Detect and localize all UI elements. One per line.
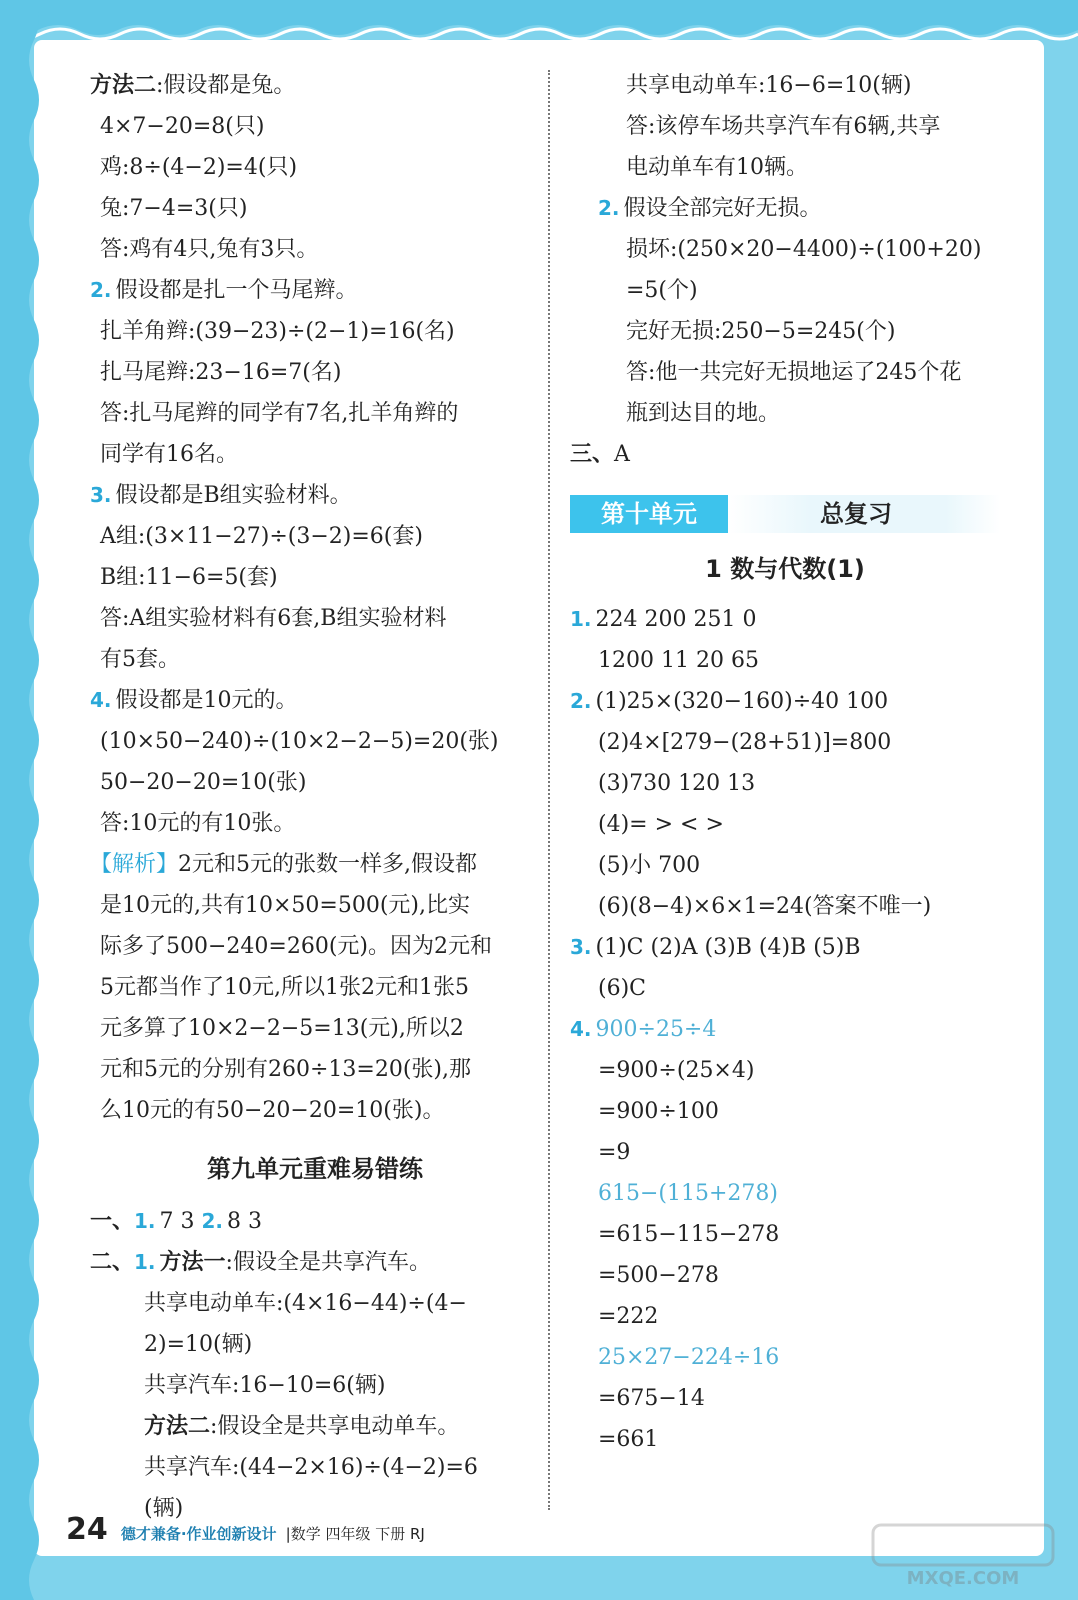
answer-line bbox=[570, 968, 1030, 1009]
answer-line bbox=[570, 65, 1030, 106]
answer-line bbox=[570, 1296, 1030, 1337]
answer-line bbox=[90, 393, 540, 434]
answer-text: 7 3 bbox=[159, 1209, 202, 1234]
left-answer-lines-2 bbox=[90, 1201, 540, 1529]
unit-name: 总复习 bbox=[820, 500, 892, 528]
answer-text: =5(个) bbox=[626, 278, 698, 303]
answer-text: (1)25×(320−160)÷40 100 bbox=[595, 689, 889, 714]
answer-line bbox=[570, 270, 1030, 311]
unit-header bbox=[570, 491, 1030, 537]
answer-text: :假设全是共享汽车。 bbox=[225, 1250, 431, 1275]
answer-line bbox=[570, 1419, 1030, 1460]
answer-text: (10×50−240)÷(10×2−2−5)=20(张) bbox=[100, 729, 499, 754]
answer-line bbox=[570, 229, 1030, 270]
answer-text: :假设都是兔。 bbox=[156, 73, 296, 98]
answer-text: 答:10元的有10张。 bbox=[100, 811, 296, 836]
answer-line bbox=[570, 1337, 1030, 1378]
answer-text: 共享汽车:16−10=6(辆) bbox=[144, 1373, 386, 1398]
answer-text: 共享电动单车:16−6=10(辆) bbox=[626, 73, 912, 98]
answer-line bbox=[90, 106, 540, 147]
left-answer-lines bbox=[90, 65, 540, 1131]
answer-line bbox=[570, 1050, 1030, 1091]
answer-line bbox=[570, 1132, 1030, 1173]
right-column bbox=[570, 65, 1030, 1460]
question-number: 2. bbox=[90, 278, 112, 302]
answer-line bbox=[90, 1283, 540, 1324]
answer-line bbox=[570, 763, 1030, 804]
answer-line bbox=[90, 926, 540, 967]
answer-text: 答:扎马尾辫的同学有7名,扎羊角辫的 bbox=[100, 401, 459, 426]
answer-text: 元和5元的分别有260÷13=20(张),那 bbox=[100, 1057, 472, 1082]
answer-text: 答:他一共完好无损地运了245个花 bbox=[626, 360, 962, 385]
answer-text: =675−14 bbox=[598, 1386, 705, 1411]
method-label: 三、 bbox=[570, 442, 615, 467]
answer-text: 5元都当作了10元,所以1张2元和1张5 bbox=[100, 975, 469, 1000]
answer-line bbox=[570, 886, 1030, 927]
answer-text: (6)C bbox=[598, 976, 646, 1001]
answer-line bbox=[90, 229, 540, 270]
answer-text: 224 200 251 0 bbox=[595, 607, 757, 632]
answer-text: 2元和5元的张数一样多,假设都 bbox=[178, 852, 478, 877]
answer-line bbox=[90, 1324, 540, 1365]
answer-line bbox=[90, 1008, 540, 1049]
answer-line bbox=[90, 967, 540, 1008]
answer-line bbox=[570, 106, 1030, 147]
answer-text: 假设全部完好无损。 bbox=[623, 196, 822, 221]
answer-line bbox=[90, 557, 540, 598]
answer-text: 25×27−224÷16 bbox=[598, 1345, 780, 1370]
answer-text: 答:鸡有4只,兔有3只。 bbox=[100, 237, 319, 262]
answer-text: 2)=10(辆) bbox=[144, 1332, 253, 1357]
answer-line bbox=[90, 844, 540, 885]
answer-text: 际多了500−240=260(元)。因为2元和 bbox=[100, 934, 493, 959]
answer-text: =9 bbox=[598, 1140, 631, 1165]
answer-text: =500−278 bbox=[598, 1263, 719, 1288]
answer-text: 同学有16名。 bbox=[100, 442, 238, 467]
question-number: 3. bbox=[90, 483, 112, 507]
question-number: 2. bbox=[598, 196, 620, 220]
answer-line bbox=[90, 1049, 540, 1090]
answer-line bbox=[570, 434, 1030, 475]
answer-line bbox=[90, 1242, 540, 1283]
answer-text: 假设都是B组实验材料。 bbox=[115, 483, 352, 508]
right-answer-lines bbox=[570, 65, 1030, 475]
unit-badge: 第十单元 bbox=[570, 495, 728, 533]
sub-title: 1 数与代数(1) bbox=[705, 555, 865, 583]
answer-line bbox=[90, 1406, 540, 1447]
answer-line bbox=[90, 639, 540, 680]
question-number: 1. bbox=[570, 607, 592, 631]
answer-line bbox=[570, 804, 1030, 845]
answer-line bbox=[570, 1091, 1030, 1132]
question-number: 2. bbox=[201, 1209, 224, 1233]
answer-text: 1200 11 20 65 bbox=[598, 648, 759, 673]
answer-text: (4)= > < > bbox=[598, 812, 724, 837]
method-label: 方法二 bbox=[90, 73, 157, 98]
answer-text: 是10元的,共有10×50=500(元),比实 bbox=[100, 893, 470, 918]
answer-line bbox=[90, 1090, 540, 1131]
answer-line bbox=[570, 147, 1030, 188]
answer-line bbox=[90, 270, 540, 311]
footer-brand: 德才兼备·作业创新设计 bbox=[120, 1525, 277, 1543]
answer-text: B组:11−6=5(套) bbox=[100, 565, 278, 590]
answer-text: A bbox=[614, 442, 630, 467]
answer-line bbox=[570, 352, 1030, 393]
answer-text: (2)4×[279−(28+51)]=800 bbox=[598, 730, 892, 755]
answer-text: (3)730 120 13 bbox=[598, 771, 756, 796]
answer-text: 8 3 bbox=[227, 1209, 263, 1234]
answer-line bbox=[570, 1214, 1030, 1255]
answer-line bbox=[570, 1009, 1030, 1050]
answer-text: 答:该停车场共享汽车有6辆,共享 bbox=[626, 114, 941, 139]
answer-text: 鸡:8÷(4−2)=4(只) bbox=[100, 155, 298, 180]
answer-text: 么10元的有50−20−20=10(张)。 bbox=[100, 1098, 445, 1123]
analysis-label: 【解析】 bbox=[90, 852, 179, 877]
answer-line bbox=[90, 311, 540, 352]
answer-text: =900÷100 bbox=[598, 1099, 719, 1124]
answer-text: 有5套。 bbox=[100, 647, 180, 672]
answer-line bbox=[570, 311, 1030, 352]
answer-text: =615−115−278 bbox=[598, 1222, 780, 1247]
method-label: 方法二 bbox=[144, 1414, 211, 1439]
answer-line bbox=[570, 188, 1030, 229]
answer-text: 4×7−20=8(只) bbox=[100, 114, 265, 139]
answer-line bbox=[570, 927, 1030, 968]
answer-line bbox=[90, 147, 540, 188]
answer-line bbox=[90, 721, 540, 762]
answer-text: 假设都是扎一个马尾辫。 bbox=[115, 278, 358, 303]
answer-text: 615−(115+278) bbox=[598, 1181, 779, 1206]
answer-line bbox=[90, 1447, 540, 1488]
section-title: 第九单元重难易错练 bbox=[207, 1155, 423, 1183]
answer-text: 兔:7−4=3(只) bbox=[100, 196, 248, 221]
left-wave-border bbox=[0, 0, 44, 1600]
answer-text: 假设都是10元的。 bbox=[115, 688, 298, 713]
left-column bbox=[90, 65, 540, 1529]
question-number: 4. bbox=[90, 688, 112, 712]
answer-line bbox=[570, 1378, 1030, 1419]
page-number: 24 bbox=[66, 1512, 108, 1547]
question-number: 3. bbox=[570, 935, 592, 959]
answer-text: =900÷(25×4) bbox=[598, 1058, 755, 1083]
answer-line bbox=[90, 680, 540, 721]
answer-line bbox=[570, 1255, 1030, 1296]
answer-line bbox=[90, 1365, 540, 1406]
answer-text: (辆) bbox=[144, 1496, 184, 1521]
answer-line bbox=[90, 65, 540, 106]
page-footer bbox=[66, 1510, 425, 1550]
answer-text: 瓶到达目的地。 bbox=[626, 401, 781, 426]
answer-text: 完好无损:250−5=245(个) bbox=[626, 319, 896, 344]
answer-line bbox=[570, 681, 1030, 722]
answer-line bbox=[90, 188, 540, 229]
footer-subject: |数学 四年级 下册 RJ bbox=[285, 1525, 425, 1543]
answer-text: 共享电动单车:(4×16−44)÷(4− bbox=[144, 1291, 467, 1316]
answer-text: A组:(3×11−27)÷(3−2)=6(套) bbox=[100, 524, 423, 549]
answer-text: (5)小 700 bbox=[598, 853, 701, 878]
part-label: 二、 bbox=[90, 1250, 135, 1275]
answer-line bbox=[570, 722, 1030, 763]
answer-text: 900÷25÷4 bbox=[595, 1017, 717, 1042]
right-answer-lines-2 bbox=[570, 599, 1030, 1460]
question-number: 4. bbox=[570, 1017, 592, 1041]
answer-text: 元多算了10×2−2−5=13(元),所以2 bbox=[100, 1016, 464, 1041]
answer-text: 电动单车有10辆。 bbox=[626, 155, 808, 180]
answer-line bbox=[90, 762, 540, 803]
answer-line bbox=[570, 1173, 1030, 1214]
answer-text: 50−20−20=10(张) bbox=[100, 770, 307, 795]
answer-line bbox=[90, 434, 540, 475]
question-number: 2. bbox=[570, 689, 592, 713]
answer-line bbox=[90, 475, 540, 516]
answer-text: =222 bbox=[598, 1304, 659, 1329]
question-number: 1. bbox=[134, 1250, 156, 1274]
answer-line bbox=[90, 1201, 540, 1242]
answer-line bbox=[570, 599, 1030, 640]
column-divider bbox=[548, 70, 550, 1510]
answer-line bbox=[570, 640, 1030, 681]
answer-line bbox=[90, 885, 540, 926]
watermark-text: MXQE.COM bbox=[906, 1568, 1020, 1589]
method-label: 方法一 bbox=[159, 1250, 226, 1275]
answer-text: =661 bbox=[598, 1427, 659, 1452]
answer-line bbox=[570, 393, 1030, 434]
answer-text: 扎马尾辫:23−16=7(名) bbox=[100, 360, 342, 385]
answer-line bbox=[90, 516, 540, 557]
watermark-logo bbox=[868, 1520, 1058, 1590]
answer-line bbox=[90, 352, 540, 393]
part-label: 一、 bbox=[90, 1209, 135, 1234]
answer-text: 答:A组实验材料有6套,B组实验材料 bbox=[100, 606, 447, 631]
answer-text: :假设全是共享电动单车。 bbox=[210, 1414, 460, 1439]
answer-text: 损坏:(250×20−4400)÷(100+20) bbox=[626, 237, 982, 262]
answer-text: 共享汽车:(44−2×16)÷(4−2)=6 bbox=[144, 1455, 478, 1480]
answer-text: 扎羊角辫:(39−23)÷(2−1)=16(名) bbox=[100, 319, 455, 344]
answer-text: (1)C (2)A (3)B (4)B (5)B bbox=[595, 935, 861, 960]
answer-line bbox=[90, 598, 540, 639]
question-number: 1. bbox=[134, 1209, 156, 1233]
answer-text: (6)(8−4)×6×1=24(答案不唯一) bbox=[598, 894, 932, 919]
answer-line bbox=[90, 803, 540, 844]
answer-line bbox=[570, 845, 1030, 886]
